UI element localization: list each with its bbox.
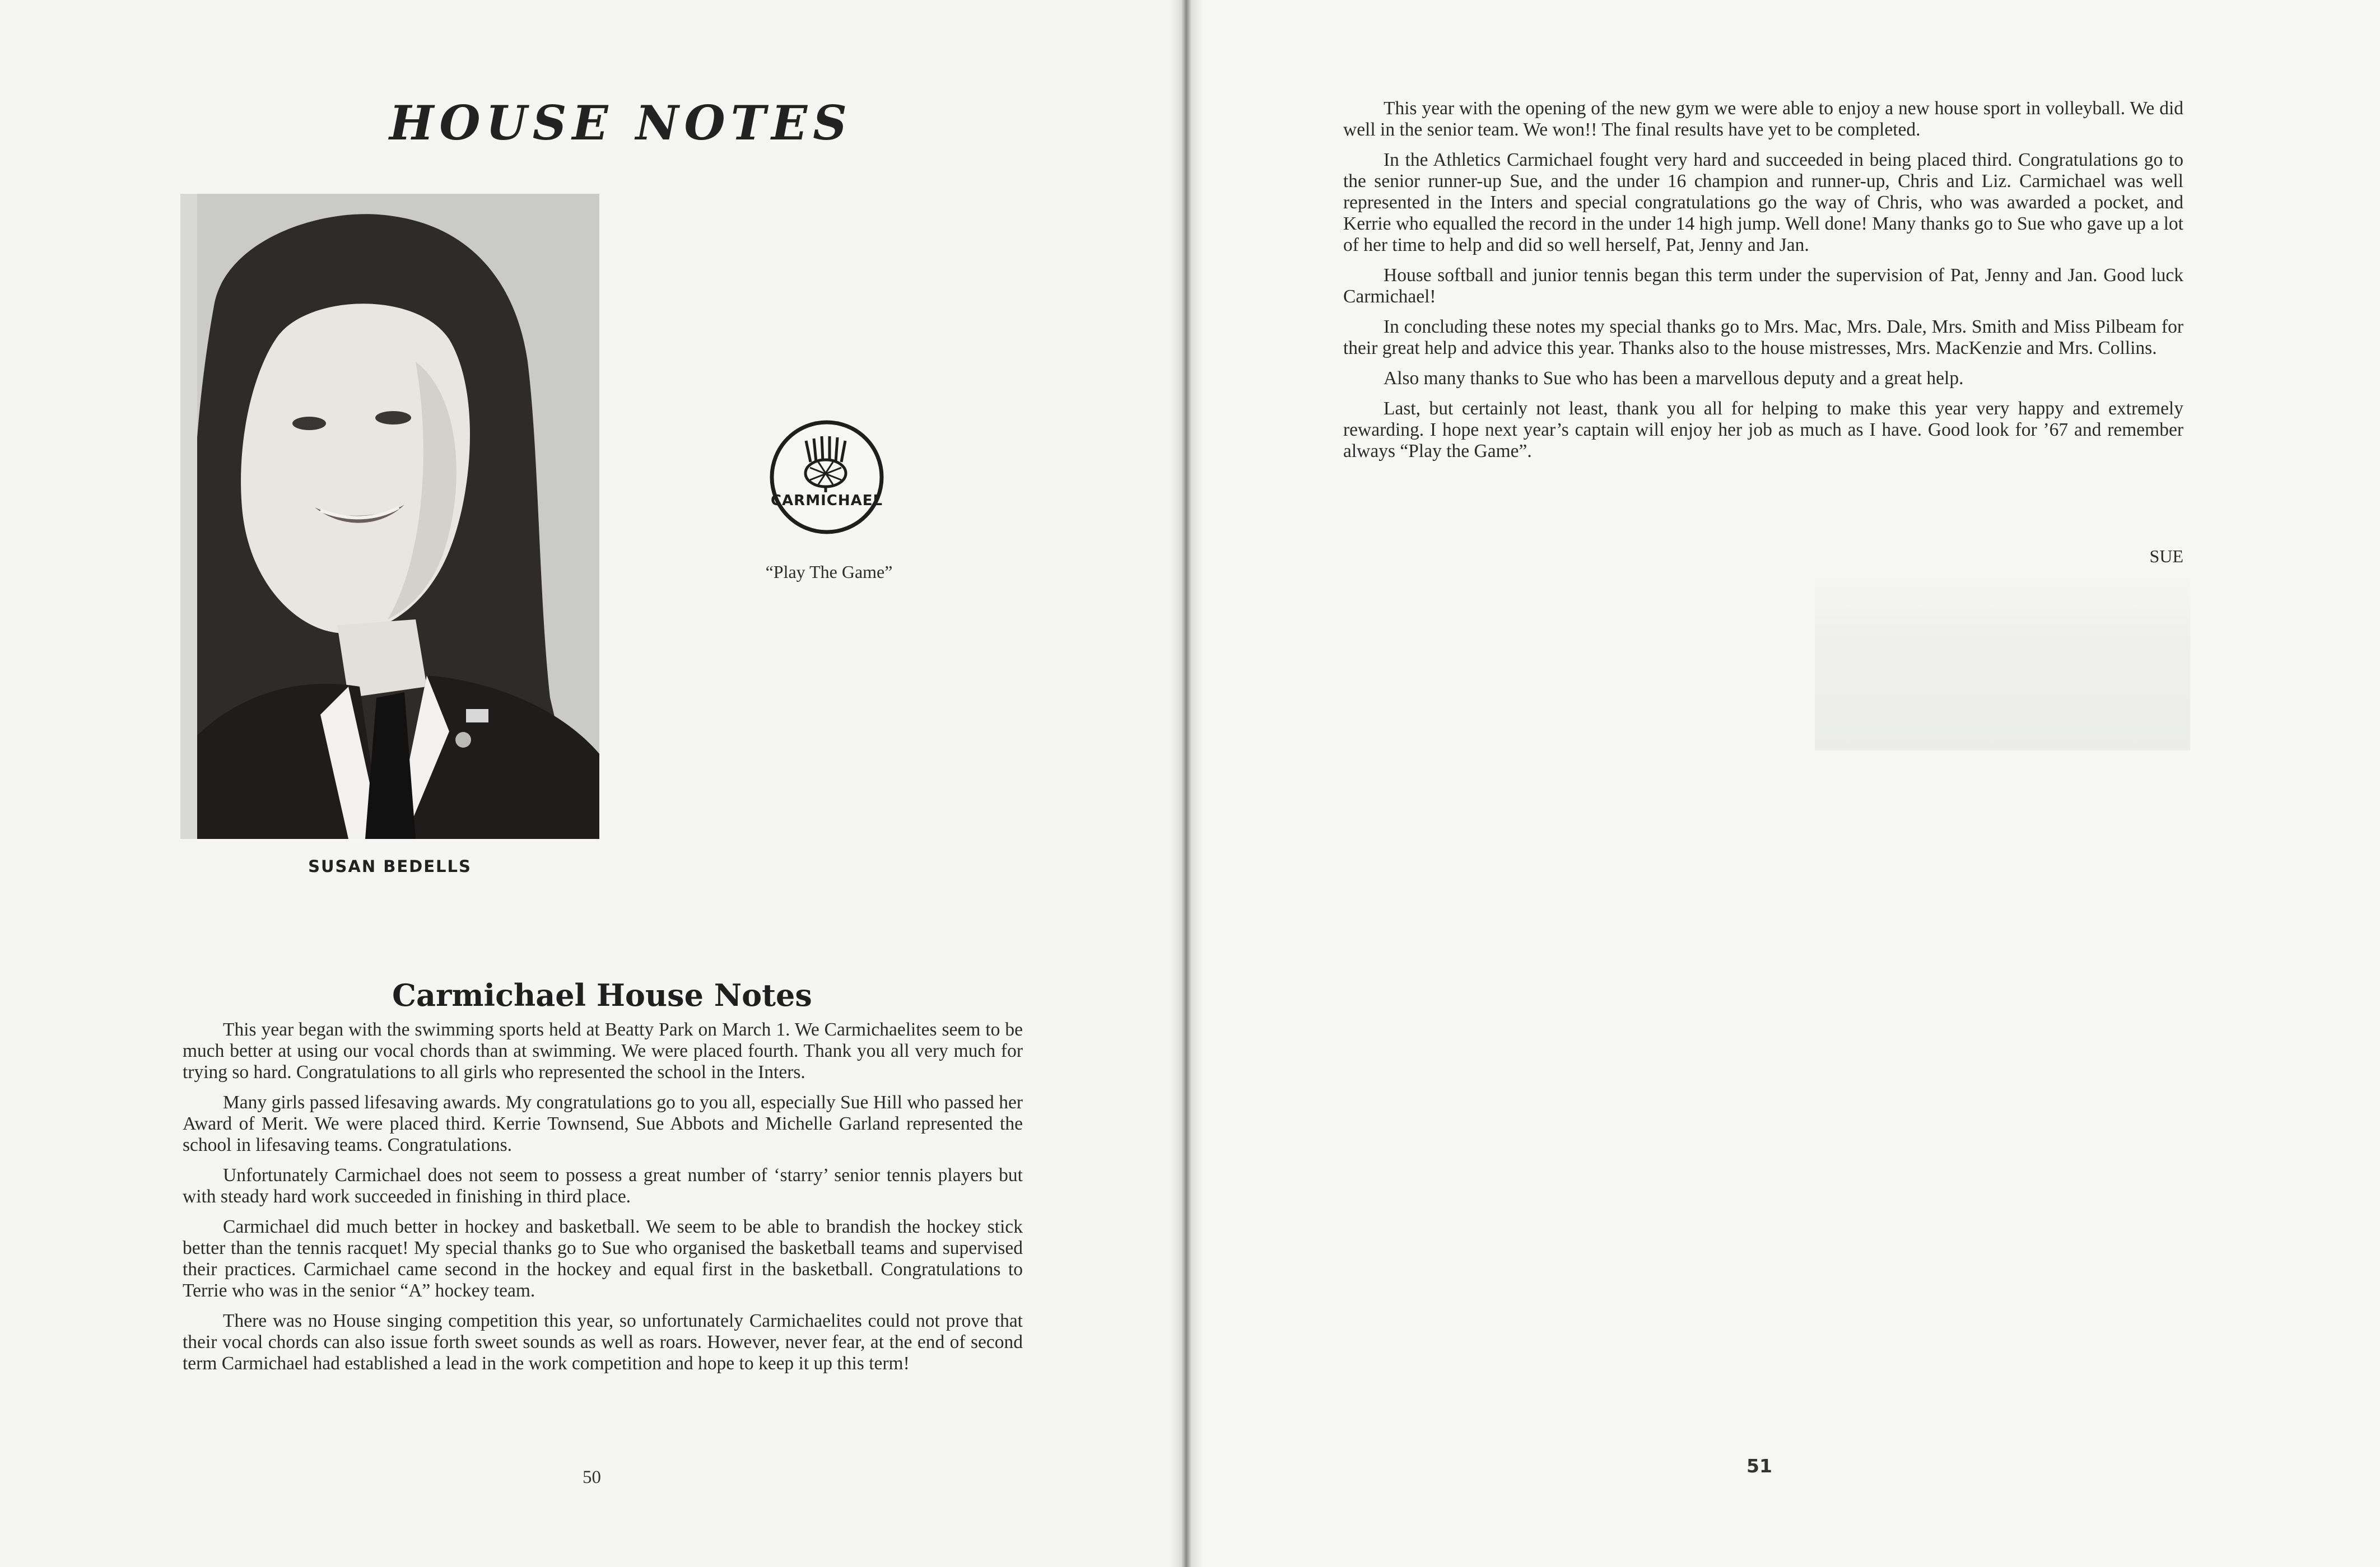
- paragraph: This year began with the swimming sports held at Beatty Park on March 1. We Carmichaelites seem to be much better at using our vocal chords than at swimming. We were placed fourth. Thank you all very much for trying so hard. Congratulations to all girls who represented the school in the Inters.: [183, 1019, 1023, 1083]
- paragraph: This year with the opening of the new gym we were able to enjoy a new house sport in volleyball. We did well in the senior team. We won!! The final results have yet to be completed.: [1343, 98, 2183, 140]
- house-emblem: [768, 418, 886, 536]
- paragraph: House softball and junior tennis began this term under the supervision of Pat, Jenny and Jan. Good luck Carmichael!: [1343, 265, 2183, 307]
- right-body-text: [1343, 98, 2183, 471]
- page-number-left: 50: [583, 1467, 601, 1487]
- paragraph: In concluding these notes my special thanks go to Mrs. Mac, Mrs. Dale, Mrs. Smith and Miss Pilbeam for their great help and advice this year. Thanks also to the house mistresses, Mrs. MacKenzie and Mrs. Collins.: [1343, 316, 2183, 358]
- emblem-text: CARMICHAEL: [770, 492, 883, 509]
- right-page: [1183, 0, 2380, 1567]
- left-body-text: [183, 1019, 1023, 1383]
- left-page: [0, 0, 1183, 1567]
- paragraph: In the Athletics Carmichael fought very hard and succeeded in being placed third. Congratulations go to the senior runner-up Sue, and the under 16 champion and runner-up, Chris and Liz. Carmichael was well represented in the Inters and special congratulations go the way of Chris, who was awarded a pocket, and Kerrie who equalled the record in the under 14 high jump. Well done! Many thanks go to Sue who gave up a lot of her time to help and did so well herself, Pat, Jenny and Jan.: [1343, 150, 2183, 255]
- portrait-photo: [180, 194, 599, 839]
- paragraph: Last, but certainly not least, thank you all for helping to make this year very happy and extremely rewarding. I hope next year’s captain will enjoy her job as much as I have. Good look for ’67 and remember always “Play the Game”.: [1343, 398, 2183, 461]
- section-title: Carmichael House Notes: [392, 977, 812, 1013]
- paragraph: Also many thanks to Sue who has been a marvellous deputy and a great help.: [1384, 368, 1964, 389]
- signature: SUE: [2149, 546, 2183, 566]
- paragraph: Many girls passed lifesaving awards. My congratulations go to you all, especially Sue Hill who passed her Award of Merit. We were placed third. Kerrie Townsend, Sue Abbots and Michelle Garland represented the school in lifesaving teams. Congratulations.: [183, 1092, 1023, 1155]
- bleed-through-shadow: [1815, 571, 2190, 750]
- paragraph: Unfortunately Carmichael does not seem to possess a great number of ‘starry’ senior tennis players but with steady hard work succeeded in finishing in third place.: [183, 1165, 1023, 1207]
- paragraph: There was no House singing competition this year, so unfortunately Carmichaelites could not prove that their vocal chords can also issue forth sweet sounds as well as roars. However, never fear, at the end of second term Carmichael had established a lead in the work competition and hope to keep it up this term!: [183, 1311, 1023, 1374]
- page-number-right: 51: [1746, 1455, 1772, 1477]
- house-motto: “Play The Game”: [765, 562, 893, 582]
- page-title: HOUSE NOTES: [389, 95, 853, 151]
- book-gutter: [1170, 0, 1203, 1567]
- paragraph: Carmichael did much better in hockey and basketball. We seem to be able to brandish the hockey stick better than the tennis racquet! My special thanks go to Sue who organised the basketball teams and supervised their practices. Carmichael came second in the hockey and equal first in the basketball. Congratulations to Terrie who was in the senior “A” hockey team.: [183, 1216, 1023, 1301]
- photo-caption: SUSAN BEDELLS: [308, 857, 472, 876]
